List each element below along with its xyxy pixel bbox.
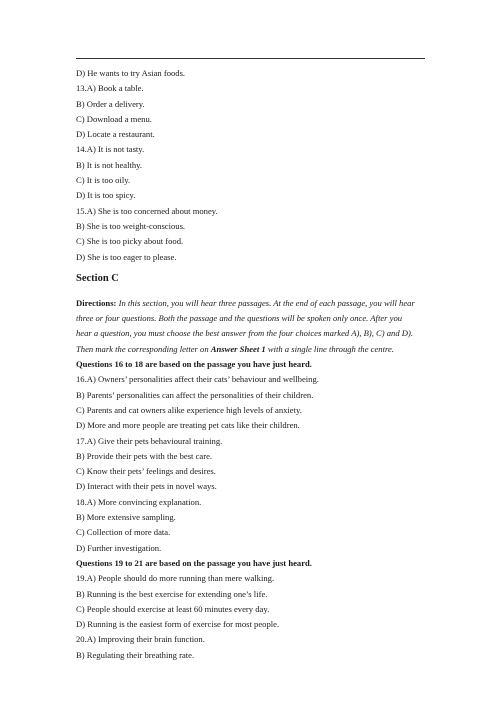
page-content xyxy=(76,66,436,663)
directions-line: three or four questions. Both the passage and the questions will be spoken only once. After you xyxy=(76,313,403,324)
answer-choice: C) Know their pets’ feelings and desires. xyxy=(76,466,216,477)
answer-choice: D) Further investigation. xyxy=(76,542,162,553)
answer-choice: D) More and more people are treating pet cats like their children. xyxy=(76,420,300,431)
question-group-heading: Questions 16 to 18 are based on the passage you have just heard. xyxy=(76,359,312,370)
answer-choice: 13.A) Book a table. xyxy=(76,83,144,94)
answer-choice: C) Collection of more data. xyxy=(76,527,171,538)
question-group-heading: Questions 19 to 21 are based on the passage you have just heard. xyxy=(76,557,312,568)
directions-label: Directions: xyxy=(76,297,117,308)
answer-sheet-ref: Answer Sheet 1 xyxy=(210,343,266,354)
answer-choice: D) Locate a restaurant. xyxy=(76,129,155,140)
directions-text: with a single line through the centre. xyxy=(265,343,394,354)
answer-choice: 19.A) People should do more running than mere walking. xyxy=(76,573,275,584)
answer-choice: 18.A) More convincing explanation. xyxy=(76,496,202,507)
answer-choices-top xyxy=(76,66,436,265)
directions-text: Then mark the corresponding letter on xyxy=(76,343,211,354)
answer-choice: C) She is too picky about food. xyxy=(76,236,184,247)
answer-choice: D) Interact with their pets in novel ways. xyxy=(76,481,217,492)
answer-choice: C) People should exercise at least 60 minutes every day. xyxy=(76,603,270,614)
answer-choice: 17.A) Give their pets behavioural training. xyxy=(76,435,223,446)
answer-choice: D) Running is the easiest form of exercise for most people. xyxy=(76,619,280,630)
answer-choice: B) It is not healthy. xyxy=(76,159,143,170)
directions-line xyxy=(76,342,436,357)
answer-choice: B) Order a delivery. xyxy=(76,98,145,109)
directions-text: In this section, you will hear three passages. At the end of each passage, you will hear xyxy=(118,297,415,308)
answer-choice: D) She is too eager to please. xyxy=(76,251,177,262)
answer-choices-group2 xyxy=(76,571,436,663)
answer-choice: B) Regulating their breathing rate. xyxy=(76,649,195,660)
answer-choice: 20.A) Improving their brain function. xyxy=(76,634,205,645)
answer-choices-group1 xyxy=(76,372,436,556)
answer-choice: C) It is too oily. xyxy=(76,175,131,186)
answer-choice: D) It is too spicy. xyxy=(76,190,136,201)
header-rule xyxy=(76,58,425,59)
answer-choice: B) Running is the best exercise for extending one’s life. xyxy=(76,588,268,599)
answer-choice: 15.A) She is too concerned about money. xyxy=(76,205,218,216)
directions-line: hear a question, you must choose the best answer from the four choices marked A), B), C) and D). xyxy=(76,328,414,339)
section-title: Section C xyxy=(76,272,119,284)
answer-choice: C) Parents and cat owners alike experience high levels of anxiety. xyxy=(76,404,302,415)
answer-choice: B) She is too weight-conscious. xyxy=(76,220,186,231)
answer-choice: B) More extensive sampling. xyxy=(76,512,176,523)
answer-choice: C) Download a menu. xyxy=(76,113,152,124)
answer-choice: D) He wants to try Asian foods. xyxy=(76,68,186,78)
answer-choice: 16.A) Owners’ personalities affect their cats’ behaviour and wellbeing. xyxy=(76,374,319,385)
answer-choice: 14.A) It is not tasty. xyxy=(76,144,145,155)
directions-line xyxy=(76,296,436,311)
answer-choice: B) Parents’ personalities can affect the personalities of their children. xyxy=(76,389,314,400)
answer-choice: B) Provide their pets with the best care. xyxy=(76,450,213,461)
directions xyxy=(76,296,436,357)
